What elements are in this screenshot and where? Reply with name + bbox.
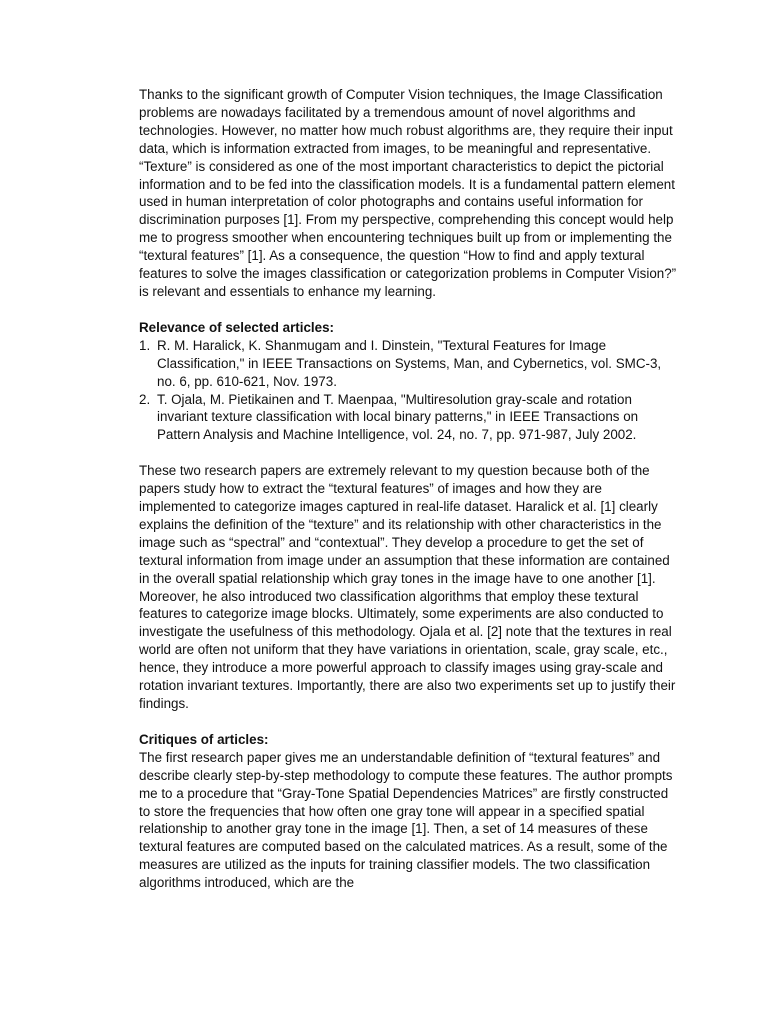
critiques-paragraph: The first research paper gives me an understandable definition of “textural features” and describe clearly step-by-step methodology to compute these features. The author prompts me to a procedure that “Gray-Tone Spatial Dependencies Matrices” are firstly constructed to store the frequencies that how often one gray tone will appear in a specified spatial relationship to another gray tone in the image [1]. Then, a set of 14 measures of these textural features are computed based on the calculated matrices. As a result, some of the measures are utilized as the inputs for training classifier models. The two classification algorithms introduced, which are the [139, 749, 673, 891]
intro-paragraph: Thanks to the significant growth of Computer Vision techniques, the Image Classification problems are nowadays facilitated by a tremendous amount of novel algorithms and technologies. However, no matter how much robust algorithms are, they require their input data, which is information extracted from images, to be meaningful and representative. “Texture” is considered as one of the most important characteristics to depict the pictorial information and to be fed into the classification models. It is a fundamental pattern element used in human interpretation of color photographs and contains useful information for discrimination purposes [1]. From my perspective, comprehending this concept would help me to progress smoother when encountering techniques built up from or implementing the “textural features” [1]. As a consequence, the question “How to find and apply textural features to solve the images classification or categorization problems in Computer Vision?” is relevant and essentials to enhance my learning. [139, 87, 677, 299]
article-list [139, 337, 679, 444]
relevance-heading: Relevance of selected articles: [139, 319, 335, 335]
document-page [139, 86, 679, 892]
article-citation: R. M. Haralick, K. Shanmugam and I. Dinstein, "Textural Features for Image Classification," in IEEE Transactions on Systems, Man, and Cybernetics, vol. SMC-3, no. 6, pp. 610-621, Nov. 1973. [157, 337, 662, 389]
summary-paragraph: These two research papers are extremely relevant to my question because both of the papers study how to extract the “textural features” of images and how they are implemented to categorize images captured in real-life dataset. Haralick et al. [1] clearly explains the definition of the “texture” and its relationship with other characteristics in the image such as “spectral” and “contextual”. They develop a procedure to get the set of textural information from image under an assumption that these information are contained in the overall spatial relationship which gray tones in the image have to one another [1]. Moreover, he also introduced two classification algorithms that employ these textural features to categorize image blocks. Ultimately, some experiments are also conducted to investigate the usefulness of this methodology. Ojala et al. [2] note that the textures in real world are often not uniform that they have variations in orientation, scale, gray scale, etc., hence, they introduce a more powerful approach to classify images using gray-scale and rotation invariant textures. Importantly, there are also two experiments set up to justify their findings. [139, 463, 676, 711]
spacer [139, 713, 679, 731]
article-citation: T. Ojala, M. Pietikainen and T. Maenpaa, "Multiresolution gray-scale and rotation invariant texture classification with local binary patterns," in IEEE Transactions on Pattern Analysis and Machine Intelligence, vol. 24, no. 7, pp. 971-987, July 2002. [157, 391, 639, 443]
article-number: 1. [139, 337, 151, 353]
critiques-heading: Critiques of articles: [139, 731, 269, 747]
spacer [139, 301, 679, 319]
article-item [139, 391, 679, 445]
article-number: 2. [139, 391, 151, 407]
article-item [139, 337, 679, 391]
spacer [139, 444, 679, 462]
